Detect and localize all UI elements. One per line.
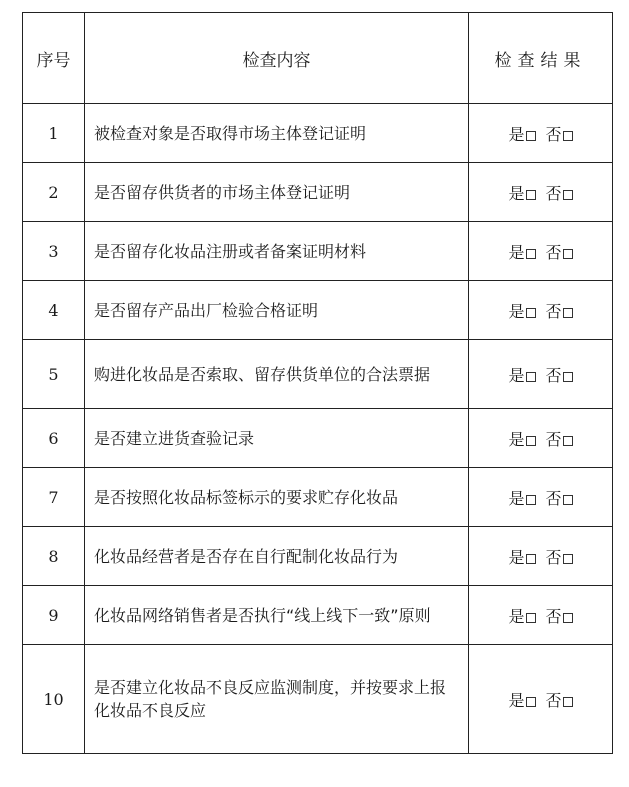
no-option[interactable]	[546, 243, 573, 262]
yes-checkbox[interactable]	[526, 697, 536, 707]
no-option[interactable]	[546, 607, 573, 626]
yes-option[interactable]	[508, 184, 535, 203]
table-row	[23, 468, 613, 527]
table-row	[23, 586, 613, 645]
no-checkbox[interactable]	[563, 436, 573, 446]
header-number: 序号	[23, 13, 85, 104]
yes-option[interactable]	[508, 691, 535, 710]
no-label: 否	[545, 690, 562, 710]
table-row	[23, 104, 613, 163]
yes-label: 是	[508, 488, 525, 508]
yes-checkbox[interactable]	[526, 436, 536, 446]
no-checkbox[interactable]	[563, 249, 573, 259]
row-result	[469, 104, 613, 163]
no-checkbox[interactable]	[563, 697, 573, 707]
yes-checkbox[interactable]	[526, 372, 536, 382]
row-result	[469, 409, 613, 468]
row-result	[469, 222, 613, 281]
no-option[interactable]	[546, 548, 573, 567]
row-result	[469, 281, 613, 340]
row-number: 5	[23, 340, 85, 409]
no-label: 否	[545, 488, 562, 508]
no-option[interactable]	[546, 691, 573, 710]
yes-label: 是	[508, 547, 525, 567]
no-option[interactable]	[546, 430, 573, 449]
header-content: 检查内容	[85, 13, 469, 104]
row-content: 是否按照化妆品标签标示的要求贮存化妆品	[85, 468, 469, 527]
row-number: 2	[23, 163, 85, 222]
no-checkbox[interactable]	[563, 372, 573, 382]
no-option[interactable]	[546, 366, 573, 385]
row-content: 是否留存产品出厂检验合格证明	[85, 281, 469, 340]
row-content: 是否留存供货者的市场主体登记证明	[85, 163, 469, 222]
yes-checkbox[interactable]	[526, 308, 536, 318]
yes-option[interactable]	[508, 548, 535, 567]
table-row	[23, 281, 613, 340]
no-label: 否	[545, 547, 562, 567]
row-number: 6	[23, 409, 85, 468]
no-option[interactable]	[546, 302, 573, 321]
yes-checkbox[interactable]	[526, 190, 536, 200]
no-option[interactable]	[546, 184, 573, 203]
no-checkbox[interactable]	[563, 554, 573, 564]
no-option[interactable]	[546, 125, 573, 144]
row-content: 是否留存化妆品注册或者备案证明材料	[85, 222, 469, 281]
inspection-checklist-table	[22, 12, 613, 754]
row-result	[469, 468, 613, 527]
no-label: 否	[545, 606, 562, 626]
yes-label: 是	[508, 365, 525, 385]
no-label: 否	[545, 124, 562, 144]
row-content: 化妆品经营者是否存在自行配制化妆品行为	[85, 527, 469, 586]
no-checkbox[interactable]	[563, 190, 573, 200]
no-checkbox[interactable]	[563, 131, 573, 141]
no-checkbox[interactable]	[563, 308, 573, 318]
table-row	[23, 409, 613, 468]
yes-checkbox[interactable]	[526, 495, 536, 505]
yes-label: 是	[508, 242, 525, 262]
yes-option[interactable]	[508, 607, 535, 626]
table-row	[23, 340, 613, 409]
row-number: 9	[23, 586, 85, 645]
table-header-row	[23, 13, 613, 104]
table-row	[23, 527, 613, 586]
table-row	[23, 645, 613, 754]
yes-option[interactable]	[508, 302, 535, 321]
no-option[interactable]	[546, 489, 573, 508]
row-result	[469, 340, 613, 409]
row-number: 10	[23, 645, 85, 754]
yes-option[interactable]	[508, 489, 535, 508]
yes-label: 是	[508, 301, 525, 321]
no-checkbox[interactable]	[563, 495, 573, 505]
yes-label: 是	[508, 606, 525, 626]
table-row	[23, 222, 613, 281]
row-content: 被检查对象是否取得市场主体登记证明	[85, 104, 469, 163]
yes-label: 是	[508, 183, 525, 203]
yes-checkbox[interactable]	[526, 131, 536, 141]
row-number: 1	[23, 104, 85, 163]
yes-checkbox[interactable]	[526, 249, 536, 259]
no-checkbox[interactable]	[563, 613, 573, 623]
no-label: 否	[545, 365, 562, 385]
yes-option[interactable]	[508, 243, 535, 262]
yes-label: 是	[508, 429, 525, 449]
row-number: 8	[23, 527, 85, 586]
yes-label: 是	[508, 690, 525, 710]
no-label: 否	[545, 242, 562, 262]
row-result	[469, 586, 613, 645]
row-content: 是否建立化妆品不良反应监测制度，并按要求上报化妆品不良反应	[85, 645, 469, 754]
yes-option[interactable]	[508, 125, 535, 144]
yes-option[interactable]	[508, 366, 535, 385]
row-result	[469, 163, 613, 222]
no-label: 否	[545, 301, 562, 321]
row-number: 3	[23, 222, 85, 281]
row-content: 化妆品网络销售者是否执行“线上线下一致”原则	[85, 586, 469, 645]
table-row	[23, 163, 613, 222]
no-label: 否	[545, 429, 562, 449]
yes-checkbox[interactable]	[526, 613, 536, 623]
row-result	[469, 645, 613, 754]
row-number: 4	[23, 281, 85, 340]
yes-label: 是	[508, 124, 525, 144]
row-number: 7	[23, 468, 85, 527]
header-result: 检查结果	[469, 13, 613, 104]
row-content: 是否建立进货查验记录	[85, 409, 469, 468]
yes-option[interactable]	[508, 430, 535, 449]
no-label: 否	[545, 183, 562, 203]
row-result	[469, 527, 613, 586]
row-content: 购进化妆品是否索取、留存供货单位的合法票据	[85, 340, 469, 409]
yes-checkbox[interactable]	[526, 554, 536, 564]
